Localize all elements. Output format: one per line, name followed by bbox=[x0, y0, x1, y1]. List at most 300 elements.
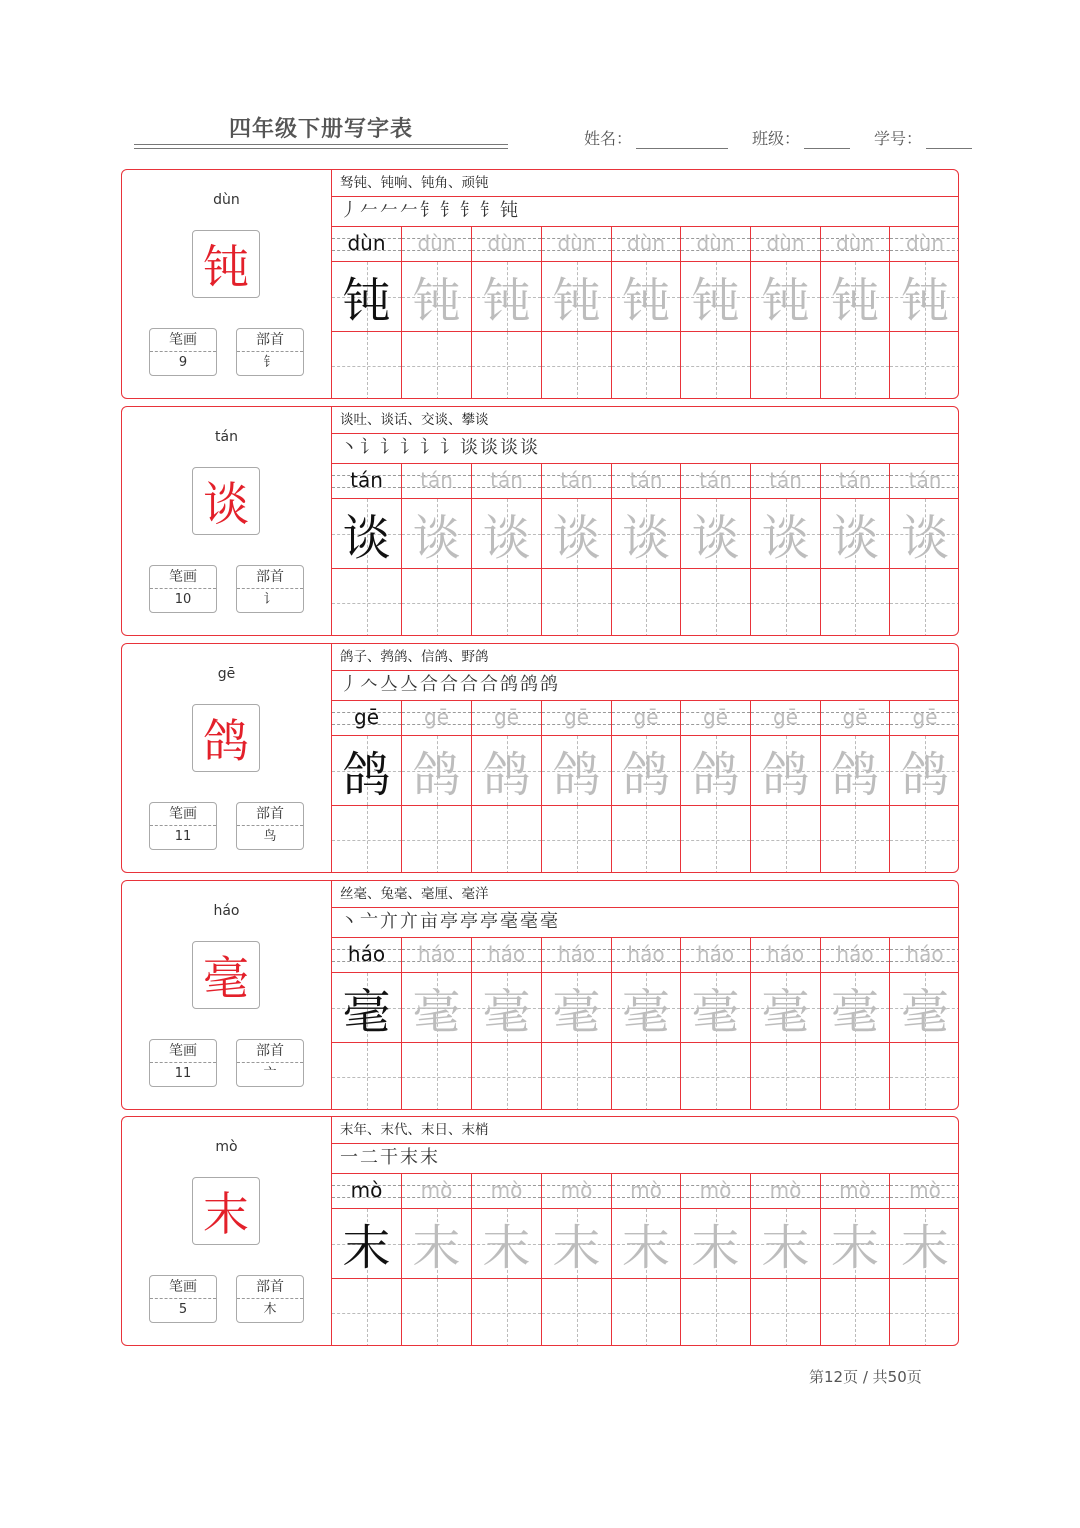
trace-cell[interactable] bbox=[751, 973, 821, 1043]
trace-cell[interactable] bbox=[472, 736, 542, 806]
name-blank[interactable] bbox=[636, 130, 728, 149]
pinyin-cell[interactable] bbox=[612, 937, 681, 973]
character-trace: 谈 bbox=[482, 510, 531, 566]
character-block bbox=[121, 169, 959, 399]
character-info bbox=[122, 644, 332, 872]
guide-line bbox=[612, 1077, 680, 1078]
character-pinyin: háo bbox=[213, 903, 240, 919]
pinyin-cell[interactable] bbox=[890, 1173, 959, 1209]
guide-line bbox=[751, 603, 820, 604]
trace-cell[interactable] bbox=[402, 262, 472, 332]
trace-cell[interactable] bbox=[751, 499, 821, 569]
pinyin-cell[interactable] bbox=[402, 700, 472, 736]
pinyin-trace: dùn bbox=[766, 231, 805, 255]
stroke-step: 钝 bbox=[500, 200, 520, 221]
guide-line bbox=[332, 366, 401, 367]
guide-line bbox=[890, 603, 959, 604]
pinyin-cell[interactable] bbox=[472, 937, 542, 973]
guide-line bbox=[821, 1077, 889, 1078]
trace-cell[interactable] bbox=[402, 1209, 472, 1279]
trace-cell[interactable] bbox=[681, 736, 751, 806]
pinyin-cell[interactable] bbox=[890, 937, 959, 973]
character-trace: 钝 bbox=[552, 273, 601, 329]
pinyin-trace: gē bbox=[354, 705, 379, 729]
trace-cell[interactable] bbox=[332, 973, 402, 1043]
trace-cell[interactable] bbox=[402, 736, 472, 806]
radical-label: 部首 bbox=[237, 803, 303, 826]
pinyin-cell[interactable] bbox=[681, 226, 751, 262]
stroke-step: 亭 bbox=[480, 911, 500, 932]
pinyin-cell[interactable] bbox=[542, 937, 612, 973]
stroke-step: 合 bbox=[420, 674, 440, 695]
stroke-step: 钅 bbox=[460, 200, 480, 221]
stroke-step: 讠 bbox=[360, 437, 380, 458]
stroke-order bbox=[332, 1143, 958, 1174]
empty-practice-cell[interactable] bbox=[821, 569, 890, 636]
pinyin-cell[interactable] bbox=[821, 1173, 890, 1209]
character-display: 钝 bbox=[192, 230, 260, 298]
pinyin-trace: háo bbox=[417, 942, 456, 966]
pinyin-trace: tán bbox=[629, 468, 663, 492]
stroke-step: 鸽 bbox=[500, 674, 520, 695]
character-trace: 谈 bbox=[761, 510, 810, 566]
empty-practice-cell[interactable] bbox=[472, 569, 542, 636]
id-blank[interactable] bbox=[926, 130, 972, 149]
radical-value: 鸟 bbox=[263, 829, 277, 844]
character-trace: 谈 bbox=[621, 510, 670, 566]
trace-cell[interactable] bbox=[472, 973, 542, 1043]
trace-cell[interactable] bbox=[542, 973, 612, 1043]
pinyin-cell[interactable] bbox=[751, 700, 821, 736]
trace-cell[interactable] bbox=[681, 499, 751, 569]
empty-practice-cell[interactable] bbox=[821, 332, 890, 399]
trace-cell[interactable] bbox=[890, 1209, 959, 1279]
trace-cell[interactable] bbox=[681, 973, 751, 1043]
trace-cell[interactable] bbox=[821, 499, 890, 569]
guide-line bbox=[890, 366, 959, 367]
radical-value: 讠 bbox=[263, 592, 277, 607]
stroke-step: 鸽 bbox=[520, 674, 540, 695]
empty-practice-cell[interactable] bbox=[542, 569, 612, 636]
empty-practice-cell[interactable] bbox=[751, 1043, 821, 1110]
character-trace: 鸽 bbox=[900, 747, 949, 803]
empty-practice-cell[interactable] bbox=[612, 1279, 681, 1346]
empty-practice-cell[interactable] bbox=[542, 1043, 612, 1110]
character-trace: 毫 bbox=[621, 984, 670, 1040]
stroke-count-value: 11 bbox=[174, 1066, 192, 1081]
trace-cell[interactable] bbox=[542, 736, 612, 806]
guide-line bbox=[751, 840, 820, 841]
trace-cell[interactable] bbox=[402, 973, 472, 1043]
trace-cell[interactable] bbox=[751, 262, 821, 332]
character-info bbox=[122, 881, 332, 1109]
pinyin-cell[interactable] bbox=[821, 463, 890, 499]
character-info bbox=[122, 407, 332, 635]
trace-cell[interactable] bbox=[472, 499, 542, 569]
stroke-step: 末 bbox=[420, 1147, 440, 1168]
character-display: 末 bbox=[192, 1177, 260, 1245]
stroke-step: 亩 bbox=[420, 911, 440, 932]
stroke-count-box bbox=[149, 1275, 217, 1323]
empty-practice-cell[interactable] bbox=[332, 332, 402, 399]
character-display: 鸽 bbox=[192, 704, 260, 772]
pinyin-cell[interactable] bbox=[612, 1173, 681, 1209]
pinyin-trace: dùn bbox=[835, 231, 875, 255]
guide-line bbox=[542, 1077, 611, 1078]
stroke-step: 末 bbox=[400, 1147, 420, 1168]
pinyin-trace: gē bbox=[633, 705, 659, 729]
trace-cell[interactable] bbox=[612, 1209, 681, 1279]
pinyin-cell[interactable] bbox=[821, 700, 890, 736]
empty-practice-cell[interactable] bbox=[751, 1279, 821, 1346]
stroke-count-label: 笔画 bbox=[150, 1040, 216, 1063]
character-trace: 谈 bbox=[691, 510, 740, 566]
character-trace: 鸽 bbox=[621, 747, 670, 803]
pinyin-cell[interactable] bbox=[332, 1173, 402, 1209]
guide-line bbox=[751, 1077, 820, 1078]
trace-cell[interactable] bbox=[751, 1209, 821, 1279]
trace-cell[interactable] bbox=[890, 973, 959, 1043]
page-number: 第12页 / 共50页 bbox=[809, 1368, 922, 1386]
pinyin-cell[interactable] bbox=[890, 700, 959, 736]
pinyin-cell[interactable] bbox=[821, 937, 890, 973]
trace-cell[interactable] bbox=[612, 499, 681, 569]
character-block bbox=[121, 643, 959, 873]
empty-practice-cell[interactable] bbox=[821, 806, 890, 873]
empty-practice-cell[interactable] bbox=[332, 569, 402, 636]
trace-cell[interactable] bbox=[332, 1209, 402, 1279]
empty-practice-cell[interactable] bbox=[472, 1279, 542, 1346]
empty-practice-cell[interactable] bbox=[472, 806, 542, 873]
stroke-step: 亼 bbox=[400, 674, 420, 695]
guide-line bbox=[751, 1313, 820, 1314]
trace-cell[interactable] bbox=[542, 499, 612, 569]
empty-practice-cell[interactable] bbox=[402, 1043, 472, 1110]
empty-practice-cell[interactable] bbox=[681, 569, 751, 636]
empty-practice-cell[interactable] bbox=[751, 806, 821, 873]
empty-practice-cell[interactable] bbox=[332, 1043, 402, 1110]
pinyin-cell[interactable] bbox=[681, 700, 751, 736]
empty-practice-cell[interactable] bbox=[890, 806, 959, 873]
empty-practice-cell[interactable] bbox=[821, 1043, 890, 1110]
pinyin-cell[interactable] bbox=[402, 1173, 472, 1209]
stroke-count-value: 11 bbox=[174, 829, 192, 844]
character-trace: 毫 bbox=[830, 984, 879, 1040]
empty-practice-cell[interactable] bbox=[681, 332, 751, 399]
character-trace: 末 bbox=[900, 1220, 949, 1276]
empty-practice-cell[interactable] bbox=[332, 1279, 402, 1346]
empty-practice-cell[interactable] bbox=[751, 332, 821, 399]
trace-cell[interactable] bbox=[472, 1209, 542, 1279]
character-trace: 谈 bbox=[342, 510, 391, 566]
guide-line bbox=[402, 1077, 471, 1078]
empty-practice-cell[interactable] bbox=[402, 569, 472, 636]
character-trace: 鸽 bbox=[552, 747, 601, 803]
trace-cell[interactable] bbox=[751, 736, 821, 806]
empty-practice-cell[interactable] bbox=[612, 569, 681, 636]
pinyin-cell[interactable] bbox=[751, 1173, 821, 1209]
trace-cell[interactable] bbox=[821, 736, 890, 806]
stroke-step: 讠 bbox=[440, 437, 460, 458]
stroke-step: 亣 bbox=[380, 911, 400, 932]
character-block bbox=[121, 1116, 959, 1346]
stroke-count-box bbox=[149, 328, 217, 376]
pinyin-trace: háo bbox=[766, 942, 805, 966]
pinyin-trace: mò bbox=[909, 1178, 941, 1202]
stroke-step: 丿 bbox=[340, 674, 360, 695]
character-trace: 钝 bbox=[621, 273, 670, 329]
trace-cell[interactable] bbox=[890, 499, 959, 569]
student-info bbox=[584, 126, 972, 149]
trace-cell[interactable] bbox=[821, 1209, 890, 1279]
pinyin-cell[interactable] bbox=[612, 463, 681, 499]
stroke-step: 鸽 bbox=[540, 674, 560, 695]
character-trace: 钝 bbox=[342, 273, 391, 329]
id-field[interactable] bbox=[874, 126, 972, 149]
stroke-step: 毫 bbox=[540, 911, 560, 932]
character-trace: 钝 bbox=[761, 273, 810, 329]
pinyin-trace: gē bbox=[842, 705, 868, 729]
pinyin-cell[interactable] bbox=[890, 463, 959, 499]
pinyin-cell[interactable] bbox=[472, 226, 542, 262]
pinyin-cell[interactable] bbox=[332, 937, 402, 973]
pinyin-cell[interactable] bbox=[472, 463, 542, 499]
pinyin-trace: háo bbox=[347, 942, 386, 966]
stroke-step: 谈 bbox=[460, 437, 480, 458]
empty-practice-cell[interactable] bbox=[612, 1043, 681, 1110]
guide-line bbox=[890, 840, 959, 841]
pinyin-cell[interactable] bbox=[751, 463, 821, 499]
pinyin-cell[interactable] bbox=[751, 226, 821, 262]
stroke-step: 亭 bbox=[440, 911, 460, 932]
trace-cell[interactable] bbox=[542, 262, 612, 332]
trace-cell[interactable] bbox=[332, 262, 402, 332]
stroke-step: 丶 bbox=[340, 911, 360, 932]
empty-practice-cell[interactable] bbox=[890, 1043, 959, 1110]
trace-cell[interactable] bbox=[542, 1209, 612, 1279]
stroke-step: 谈 bbox=[500, 437, 520, 458]
trace-cell[interactable] bbox=[890, 736, 959, 806]
stroke-step: 亼 bbox=[380, 674, 400, 695]
pinyin-trace: háo bbox=[487, 942, 526, 966]
stroke-step: 谈 bbox=[520, 437, 540, 458]
trace-cell[interactable] bbox=[402, 499, 472, 569]
stroke-step: 亠 bbox=[360, 911, 380, 932]
pinyin-trace: háo bbox=[557, 942, 596, 966]
empty-practice-cell[interactable] bbox=[402, 806, 472, 873]
pinyin-cell[interactable] bbox=[542, 226, 612, 262]
empty-practice-cell[interactable] bbox=[681, 1279, 751, 1346]
stroke-step: 讠 bbox=[400, 437, 420, 458]
stroke-step: 二 bbox=[360, 1147, 380, 1168]
empty-practice-cell[interactable] bbox=[681, 1043, 751, 1110]
character-trace: 鸽 bbox=[482, 747, 531, 803]
pinyin-cell[interactable] bbox=[472, 1173, 542, 1209]
empty-practice-cell[interactable] bbox=[890, 569, 959, 636]
trace-cell[interactable] bbox=[681, 1209, 751, 1279]
stroke-step: 𠂉 bbox=[380, 200, 400, 221]
character-trace: 末 bbox=[412, 1220, 461, 1276]
empty-practice-cell[interactable] bbox=[402, 1279, 472, 1346]
guide-line bbox=[332, 1313, 401, 1314]
pinyin-cell[interactable] bbox=[612, 226, 681, 262]
stroke-count-label: 笔画 bbox=[150, 566, 216, 589]
character-pinyin: gē bbox=[217, 666, 236, 682]
pinyin-cell[interactable] bbox=[821, 226, 890, 262]
stroke-step: 合 bbox=[440, 674, 460, 695]
pinyin-cell[interactable] bbox=[681, 463, 751, 499]
pinyin-trace: háo bbox=[696, 942, 735, 966]
pinyin-trace: dùn bbox=[487, 231, 526, 255]
stroke-order bbox=[332, 433, 958, 464]
character-trace: 末 bbox=[621, 1220, 670, 1276]
stroke-step: 钅 bbox=[420, 200, 440, 221]
stroke-count-label: 笔画 bbox=[150, 329, 216, 352]
pinyin-cell[interactable] bbox=[542, 700, 612, 736]
name-field[interactable] bbox=[584, 126, 728, 149]
trace-cell[interactable] bbox=[472, 262, 542, 332]
guide-line bbox=[332, 603, 401, 604]
class-blank[interactable] bbox=[804, 130, 850, 149]
pinyin-trace: mò bbox=[560, 1178, 593, 1202]
character-trace: 钝 bbox=[412, 273, 461, 329]
guide-line bbox=[821, 366, 889, 367]
id-label: 学号： bbox=[874, 129, 923, 148]
guide-line bbox=[890, 1077, 959, 1078]
radical-value: 木 bbox=[263, 1302, 277, 1317]
character-info bbox=[122, 170, 332, 398]
pinyin-trace: dùn bbox=[417, 231, 456, 255]
guide-line bbox=[612, 603, 680, 604]
trace-cell[interactable] bbox=[612, 736, 681, 806]
pinyin-trace: dùn bbox=[347, 231, 386, 255]
stroke-step: 丿 bbox=[340, 200, 360, 221]
guide-line bbox=[542, 1313, 611, 1314]
guide-line bbox=[612, 366, 680, 367]
character-pinyin: mò bbox=[215, 1139, 238, 1155]
trace-cell[interactable] bbox=[332, 736, 402, 806]
empty-practice-cell[interactable] bbox=[612, 332, 681, 399]
pinyin-cell[interactable] bbox=[332, 463, 402, 499]
class-label: 班级： bbox=[752, 129, 801, 148]
pinyin-cell[interactable] bbox=[681, 937, 751, 973]
pinyin-cell[interactable] bbox=[542, 463, 612, 499]
trace-cell[interactable] bbox=[821, 262, 890, 332]
trace-cell[interactable] bbox=[821, 973, 890, 1043]
pinyin-trace: tán bbox=[769, 468, 802, 492]
character-pinyin: dùn bbox=[213, 192, 240, 208]
guide-line bbox=[681, 603, 750, 604]
empty-practice-cell[interactable] bbox=[890, 332, 959, 399]
character-trace: 末 bbox=[691, 1220, 740, 1276]
empty-practice-cell[interactable] bbox=[332, 806, 402, 873]
pinyin-trace: mò bbox=[769, 1178, 802, 1202]
pinyin-trace: gē bbox=[564, 705, 589, 729]
character-trace: 毫 bbox=[482, 984, 531, 1040]
empty-practice-cell[interactable] bbox=[542, 1279, 612, 1346]
trace-cell[interactable] bbox=[612, 973, 681, 1043]
trace-cell[interactable] bbox=[612, 262, 681, 332]
stroke-step: 钅 bbox=[480, 200, 500, 221]
empty-practice-cell[interactable] bbox=[751, 569, 821, 636]
pinyin-cell[interactable] bbox=[890, 226, 959, 262]
practice-grid bbox=[332, 226, 958, 398]
empty-practice-cell[interactable] bbox=[542, 332, 612, 399]
pinyin-trace: háo bbox=[906, 942, 944, 966]
guide-line bbox=[681, 366, 750, 367]
stroke-order bbox=[332, 196, 958, 227]
pinyin-cell[interactable] bbox=[402, 937, 472, 973]
practice-grid bbox=[332, 700, 958, 872]
guide-line bbox=[821, 603, 889, 604]
pinyin-cell[interactable] bbox=[472, 700, 542, 736]
empty-practice-cell[interactable] bbox=[821, 1279, 890, 1346]
character-trace: 鸽 bbox=[691, 747, 740, 803]
trace-cell[interactable] bbox=[890, 262, 959, 332]
character-trace: 钝 bbox=[900, 273, 949, 329]
character-trace: 末 bbox=[761, 1220, 810, 1276]
radical-value: 钅 bbox=[263, 355, 277, 370]
radical-label: 部首 bbox=[237, 566, 303, 589]
pinyin-trace: gē bbox=[494, 705, 519, 729]
character-trace: 毫 bbox=[552, 984, 601, 1040]
pinyin-trace: gē bbox=[424, 705, 449, 729]
character-trace: 毫 bbox=[761, 984, 810, 1040]
trace-cell[interactable] bbox=[332, 499, 402, 569]
character-block bbox=[121, 406, 959, 636]
guide-line bbox=[542, 840, 611, 841]
stroke-count-label: 笔画 bbox=[150, 803, 216, 826]
stroke-step: 讠 bbox=[380, 437, 400, 458]
pinyin-trace: dùn bbox=[696, 231, 735, 255]
pinyin-cell[interactable] bbox=[332, 226, 402, 262]
pinyin-trace: tán bbox=[838, 468, 872, 492]
class-field[interactable] bbox=[752, 126, 850, 149]
empty-practice-cell[interactable] bbox=[472, 332, 542, 399]
stroke-count-label: 笔画 bbox=[150, 1276, 216, 1299]
guide-line bbox=[612, 840, 680, 841]
empty-practice-cell[interactable] bbox=[612, 806, 681, 873]
empty-practice-cell[interactable] bbox=[402, 332, 472, 399]
empty-practice-cell[interactable] bbox=[472, 1043, 542, 1110]
empty-practice-cell[interactable] bbox=[681, 806, 751, 873]
pinyin-cell[interactable] bbox=[751, 937, 821, 973]
practice-grid bbox=[332, 1173, 958, 1345]
pinyin-cell[interactable] bbox=[612, 700, 681, 736]
guide-line bbox=[681, 1077, 750, 1078]
empty-practice-cell[interactable] bbox=[542, 806, 612, 873]
stroke-count-box bbox=[149, 565, 217, 613]
page-title: 四年级下册写字表 bbox=[228, 117, 413, 142]
stroke-count-box bbox=[149, 1039, 217, 1087]
character-trace: 毫 bbox=[342, 984, 391, 1040]
pinyin-cell[interactable] bbox=[542, 1173, 612, 1209]
trace-cell[interactable] bbox=[681, 262, 751, 332]
pinyin-trace: tán bbox=[350, 468, 383, 492]
pinyin-cell[interactable] bbox=[402, 226, 472, 262]
character-trace: 钝 bbox=[482, 273, 531, 329]
pinyin-cell[interactable] bbox=[332, 700, 402, 736]
pinyin-cell[interactable] bbox=[681, 1173, 751, 1209]
pinyin-trace: mò bbox=[630, 1178, 662, 1202]
guide-line bbox=[472, 366, 541, 367]
pinyin-trace: tán bbox=[420, 468, 453, 492]
title-underline bbox=[134, 144, 508, 145]
stroke-step: 讠 bbox=[420, 437, 440, 458]
empty-practice-cell[interactable] bbox=[890, 1279, 959, 1346]
pinyin-cell[interactable] bbox=[402, 463, 472, 499]
practice-grid bbox=[332, 463, 958, 635]
